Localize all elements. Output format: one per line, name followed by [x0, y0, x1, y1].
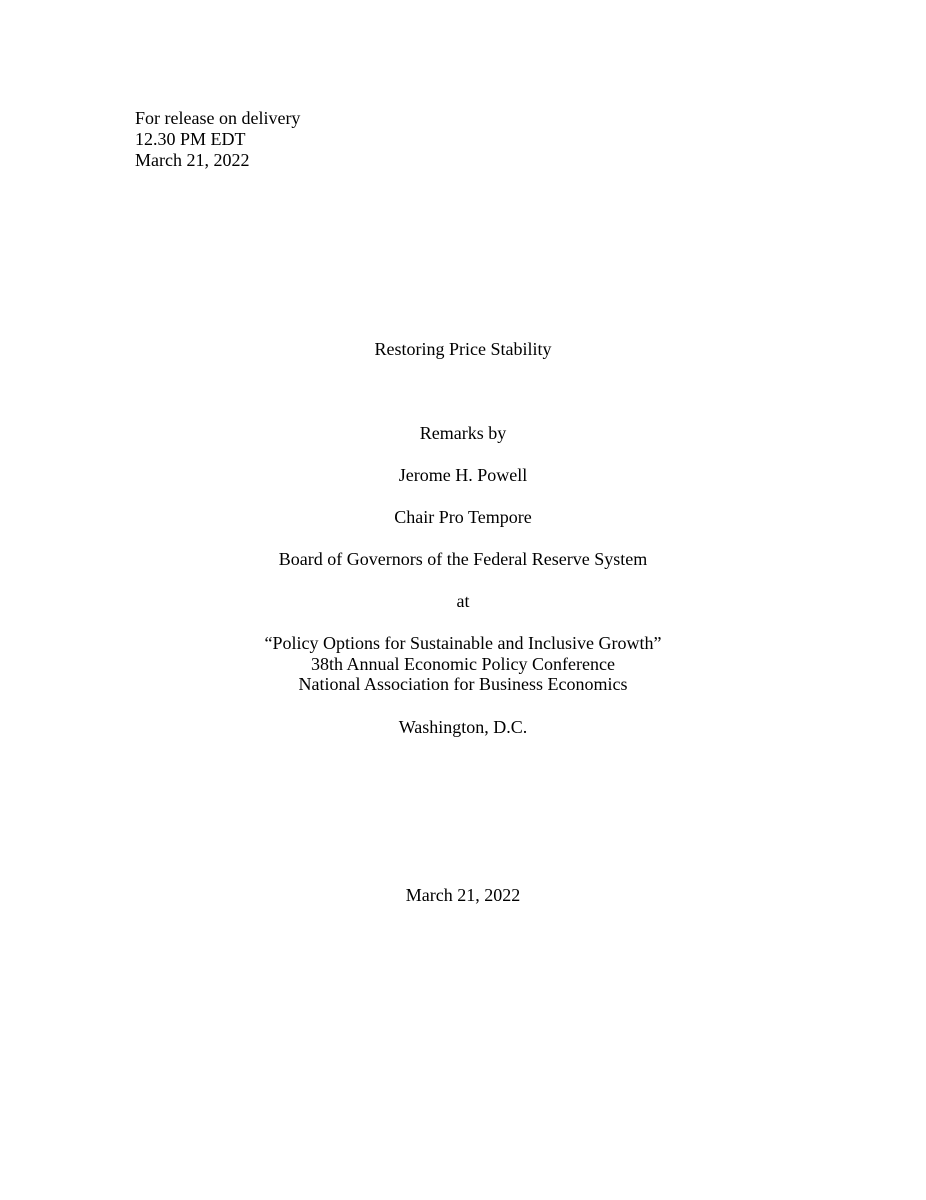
- at-label: at: [456, 591, 470, 611]
- remarks-by-label: Remarks by: [419, 423, 507, 443]
- event-info: [0, 633, 926, 695]
- speaker-name: Jerome H. Powell: [398, 465, 528, 485]
- release-line-delivery: For release on delivery: [135, 108, 301, 128]
- event-title: “Policy Options for Sustainable and Inclusive Growth”: [264, 633, 662, 653]
- institution-name: Board of Governors of the Federal Reserve System: [278, 549, 648, 569]
- speaker-role: Chair Pro Tempore: [394, 507, 532, 527]
- release-info: [135, 108, 300, 171]
- release-line-time: 12.30 PM EDT: [135, 129, 246, 149]
- release-line-date: March 21, 2022: [135, 150, 250, 170]
- speech-date: March 21, 2022: [405, 885, 521, 905]
- speech-title: Restoring Price Stability: [374, 339, 552, 359]
- event-organizer: National Association for Business Economics: [298, 674, 628, 694]
- event-conference: 38th Annual Economic Policy Conference: [311, 653, 615, 674]
- event-location: Washington, D.C.: [398, 717, 528, 737]
